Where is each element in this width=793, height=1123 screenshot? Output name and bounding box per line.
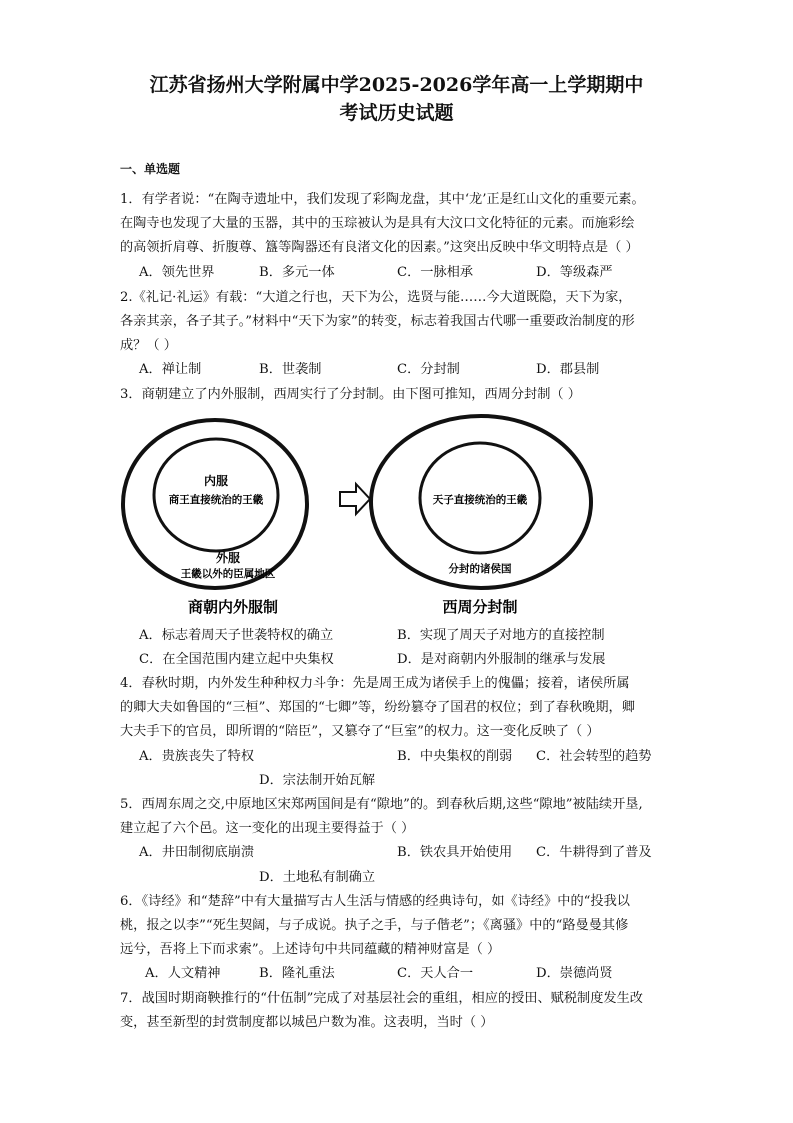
left-inner-title: 内服: [203, 474, 229, 488]
q6-option-c: C．天人合一: [397, 966, 474, 981]
right-outer-label: 分封的诸侯国: [448, 563, 512, 575]
q2-text-line: 成？（ ）: [120, 338, 177, 353]
q6-option-a: A．人文精神: [145, 966, 221, 981]
q5-option-a: A．井田制彻底崩溃: [139, 845, 255, 860]
q5-option-c: C．牛耕得到了普及: [536, 845, 652, 860]
q3-option-b: B．实现了周天子对地方的直接控制: [397, 628, 605, 643]
q5-option-d: D．土地私有制确立: [259, 870, 376, 885]
q2-text-line: 2.《礼记·礼运》有载：“大道之行也，天下为公，选贤与能……今大道既隐，天下为家，: [120, 290, 632, 305]
right-inner-label: 天子直接统治的王畿: [432, 494, 528, 506]
left-outer-sub: 王畿以外的臣属地区: [180, 568, 276, 580]
q3-option-c: C．在全国范围内建立起中央集权: [139, 652, 334, 667]
q4-text-line: 大夫手下的官员，即所谓的“陪臣”，又篡夺了“巨室”的权力。这一变化反映了（ ）: [120, 724, 600, 739]
right-caption: 西周分封制: [442, 598, 518, 616]
q4-text-line: 4．春秋时期，内外发生种种权力斗争：先是周王成为诸侯手上的傀儡；接着，诸侯所属: [120, 676, 630, 691]
q3-diagram: [118, 412, 620, 622]
left-caption: 商朝内外服制: [187, 598, 279, 616]
left-inner-sub: 商王直接统治的王畿: [168, 494, 264, 506]
q4-option-a: A．贵族丧失了特权: [139, 749, 255, 764]
q1-text-line: 1．有学者说：“在陶寺遗址中，我们发现了彩陶龙盘，其中‘龙’正是红山文化的重要元素。: [120, 192, 645, 207]
q6-text-line: 桃，报之以李”“死生契阔，与子成说。执子之手，与子偕老”；《离骚》中的“路曼曼其修: [120, 918, 629, 933]
exam-title-line2: 考试历史试题: [339, 102, 454, 124]
q2-option-c: C．分封制: [397, 362, 460, 377]
q3-text-line: 3．商朝建立了内外服制，西周实行了分封制。由下图可推知，西周分封制（ ）: [120, 387, 581, 402]
q1-text-line: 的高领折肩尊、折腹尊、簋等陶器还有良渚文化的因素。”这突出反映中华文明特点是（ ）: [120, 240, 639, 255]
exam-title-line1: 江苏省扬州大学附属中学2025-2026学年高一上学期期中: [149, 74, 644, 96]
q1-option-b: B．多元一体: [259, 265, 335, 280]
q3-option-d: D．是对商朝内外服制的继承与发展: [397, 652, 606, 667]
q5-text-line: 5．西周东周之交,中原地区宋郑两国间是有“隙地”的。到春秋后期,这些“隙地”被陆续开垦,: [120, 797, 643, 812]
q7-text-line: 7．战国时期商鞅推行的“什伍制”完成了对基层社会的重组，相应的授田、赋税制度发生改: [120, 991, 643, 1006]
q2-option-b: B．世袭制: [259, 362, 322, 377]
arrow-icon: [340, 484, 370, 514]
section-heading: 一、单选题: [120, 162, 181, 176]
q2-option-a: A．禅让制: [139, 362, 202, 377]
q1-option-a: A．领先世界: [139, 265, 215, 280]
q3-option-a: A．标志着周天子世袭特权的确立: [139, 628, 334, 643]
q7-text-line: 变，甚至新型的封赏制度都以城邑户数为准。这表明，当时（ ）: [120, 1015, 494, 1030]
q4-option-c: C．社会转型的趋势: [536, 749, 652, 764]
q6-text-line: 6．《诗经》和“楚辞”中有大量描写古人生活与情感的经典诗句，如《诗经》中的“投我以: [120, 894, 630, 909]
q1-option-c: C．一脉相承: [397, 265, 474, 280]
left-outer-title: 外服: [215, 551, 241, 565]
q6-text-line: 远兮，吾将上下而求索”。上述诗句中共同蕴藏的精神财富是（ ）: [120, 942, 501, 957]
q5-option-b: B．铁农具开始使用: [397, 845, 513, 860]
q6-option-b: B．隆礼重法: [259, 966, 335, 981]
q2-option-d: D．郡县制: [536, 362, 600, 377]
q4-option-b: B．中央集权的削弱: [397, 749, 513, 764]
q1-text-line: 在陶寺也发现了大量的玉器，其中的玉琮被认为是具有大汶口文化特征的元素。而施彩绘: [120, 216, 635, 231]
q4-option-d: D．宗法制开始瓦解: [259, 773, 376, 788]
q2-text-line: 各亲其亲，各子其子。”材料中“天下为家”的转变，标志着我国古代哪一重要政治制度的形: [120, 314, 635, 329]
q6-option-d: D．崇德尚贤: [536, 966, 613, 981]
q5-text-line: 建立起了六个邑。这一变化的出现主要得益于（ ）: [120, 821, 415, 836]
q4-text-line: 的卿大夫如鲁国的“三桓”、郑国的“七卿”等，纷纷篡夺了国君的权位；到了春秋晚期，卿: [120, 700, 635, 715]
q1-option-d: D．等级森严: [536, 265, 613, 280]
